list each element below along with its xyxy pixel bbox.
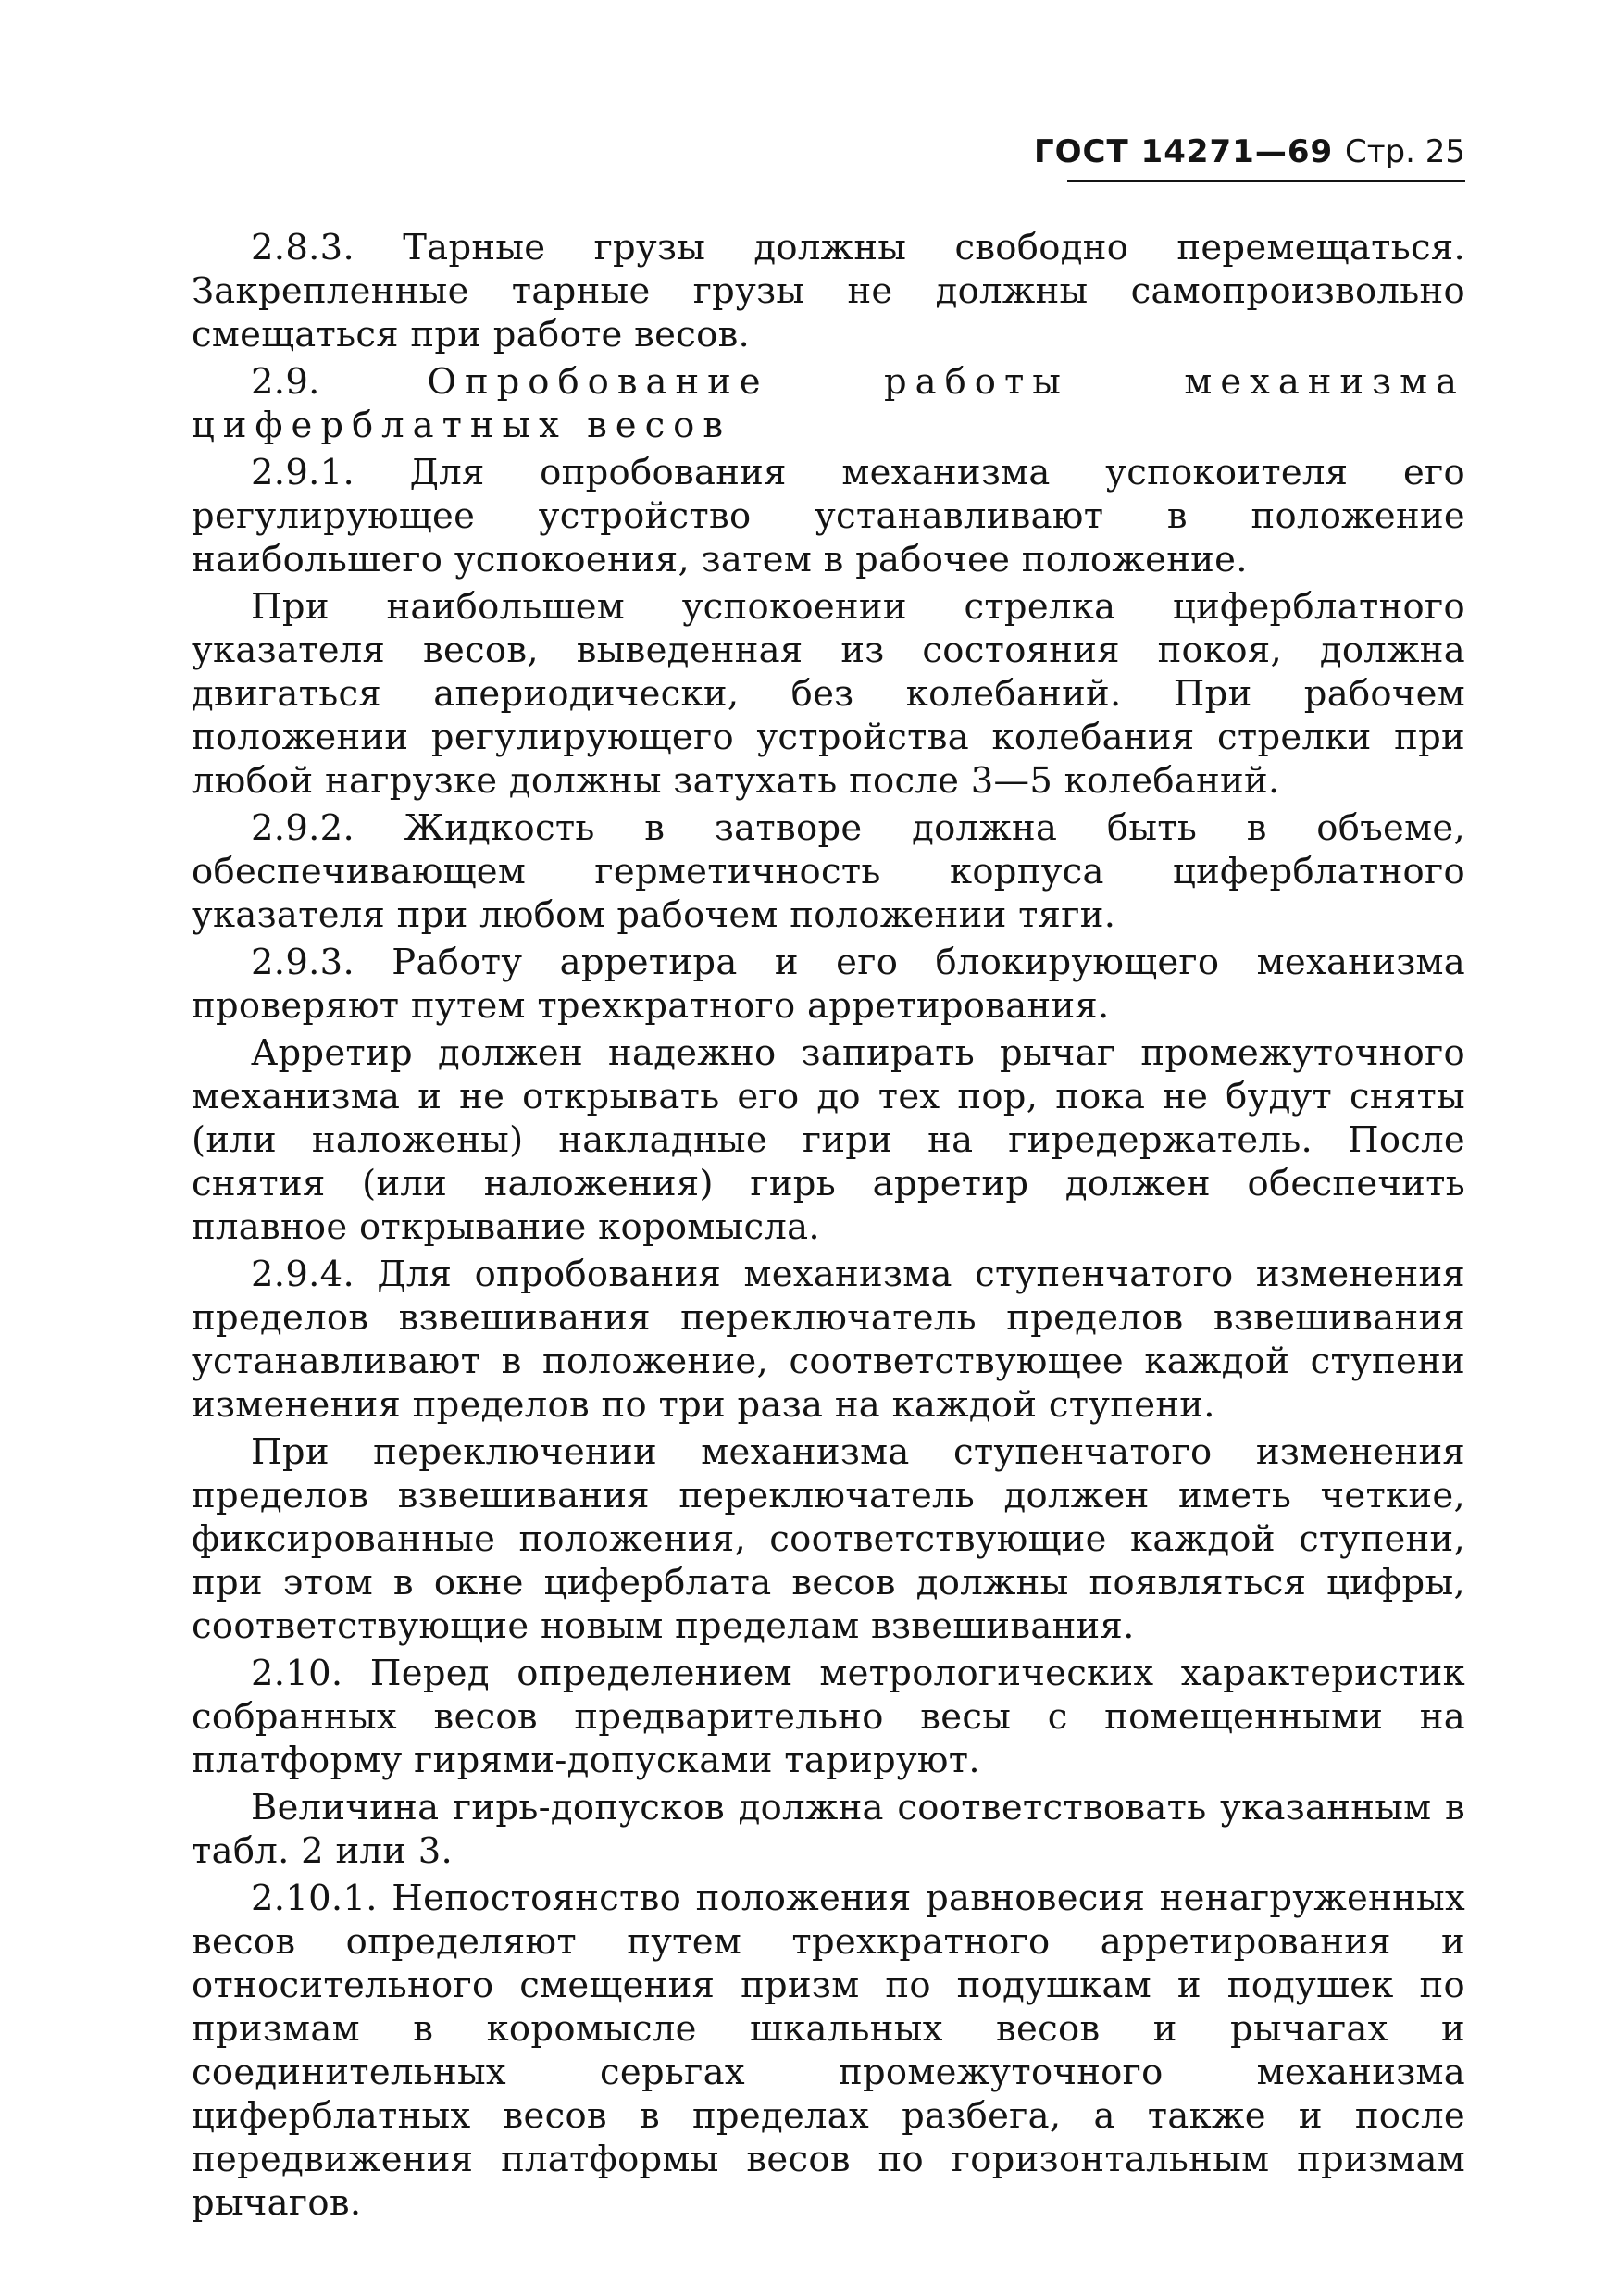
paragraph-2-9-3-continued: Арретир должен надежно запирать рычаг промежуточного механизма и не открывать его до тех пор, пока не будут сняты (или наложены) накладные гири на гиредержатель. После снятия (или наложения) гирь арретир должен обеспечить плавное открывание коромысла.: [192, 1032, 1465, 1248]
page-number: Стр. 25: [1344, 133, 1465, 170]
page-header: [910, 130, 1465, 174]
paragraph-2-10-1: 2.10.1. Непостоянство положения равновесия ненагруженных весов определяют путем трехкратного арретирования и относительного смещения призм по подушкам и подушек по призмам в коромысле шкальных весов и рычагах и соединительных серьгах промежуточного механизма циферблатных весов в пределах разбега, а также и после передвижения платформы весов по горизонтальным призмам рычагов.: [192, 1878, 1465, 2224]
paragraph-2-9-3: 2.9.3. Работу арретира и его блокирующего механизма проверяют путем трехкратного арретирования.: [192, 942, 1465, 1027]
paragraph-2-9-1-continued: При наибольшем успокоении стрелка циферблатного указателя весов, выведенная из состояния покоя, должна двигаться апериодически, без колебаний. При рабочем положении регулирующего устройства колебания стрелки при любой нагрузке должны затухать после 3—5 колебаний.: [192, 586, 1465, 802]
section-title: Опробование работы механизма циферблатных весов: [192, 361, 1465, 446]
document-body: [192, 226, 1465, 2228]
header-rule: [1067, 180, 1465, 182]
paragraph-2-9-1: 2.9.1. Для опробования механизма успокоителя его регулирующее устройство устанавливают в положение наибольшего успокоения, затем в рабочее положение.: [192, 452, 1465, 580]
paragraph-2-10-continued: Величина гирь-допусков должна соответствовать указанным в табл. 2 или 3.: [192, 1787, 1465, 1872]
paragraph-2-9-4: 2.9.4. Для опробования механизма ступенчатого изменения пределов взвешивания переключатель пределов взвешивания устанавливают в положение, соответствующее каждой ступени изменения пределов по три раза на каждой ступени.: [192, 1254, 1465, 1426]
paragraph-2-10: 2.10. Перед определением метрологических характеристик собранных весов предварительно весы с помещенными на платформу гирями-допусками тарируют.: [192, 1653, 1465, 1781]
section-heading-2-9: [192, 360, 1465, 447]
paragraph-2-9-4-continued: При переключении механизма ступенчатого изменения пределов взвешивания переключатель должен иметь четкие, фиксированные положения, соответствующие каждой ступени, при этом в окне циферблата весов должны появляться цифры, соответствующие новым пределам взвешивания.: [192, 1431, 1465, 1647]
document-code: ГОСТ 14271—69: [1033, 133, 1334, 170]
paragraph-2-8-3: 2.8.3. Тарные грузы должны свободно перемещаться. Закрепленные тарные грузы не должны самопроизвольно смещаться при работе весов.: [192, 227, 1465, 356]
paragraph-2-9-2: 2.9.2. Жидкость в затворе должна быть в объеме, обеспечивающем герметичность корпуса циферблатного указателя при любом рабочем положении тяги.: [192, 807, 1465, 936]
section-number: 2.9.: [251, 361, 320, 403]
